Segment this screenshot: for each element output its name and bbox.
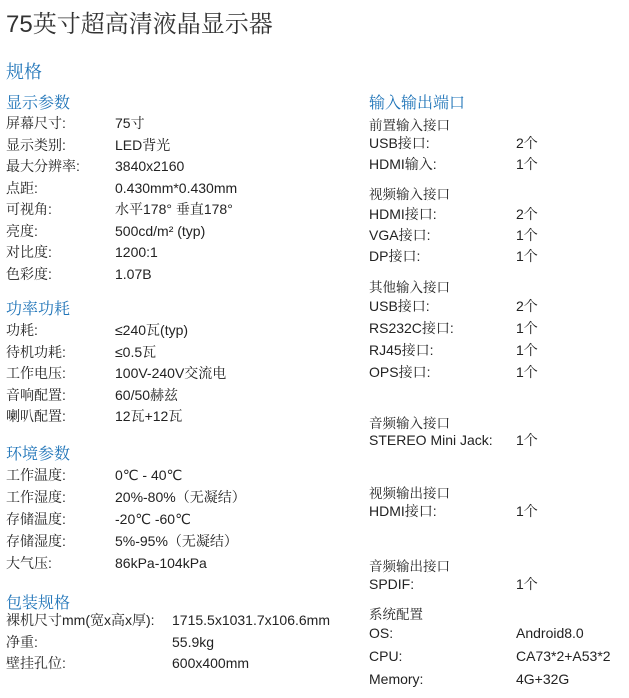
- spec-value: 1个: [516, 248, 538, 264]
- spec-value: 1个: [516, 320, 538, 336]
- system-config-title: 系统配置: [369, 607, 423, 622]
- audio-output-title: 音频输出接口: [369, 559, 450, 574]
- env-section-title: 环境参数: [6, 446, 71, 463]
- spec-label: 功耗:: [6, 322, 38, 338]
- spec-value: 4G+32G: [516, 671, 570, 687]
- spec-label: 对比度:: [6, 244, 52, 260]
- spec-value: LED背光: [115, 136, 171, 153]
- spec-value: 3840x2160: [115, 158, 185, 174]
- spec-label: RJ45接口:: [369, 342, 434, 358]
- spec-label: 工作电压:: [6, 365, 66, 381]
- spec-label: 存储温度:: [6, 511, 66, 527]
- spec-label: VGA接口:: [369, 227, 431, 243]
- spec-label: 大气压:: [6, 555, 52, 571]
- spec-label: OPS接口:: [369, 364, 431, 380]
- spec-label: 最大分辨率:: [6, 158, 80, 174]
- spec-label: 屏幕尺寸:: [6, 115, 66, 131]
- spec-label: 工作温度:: [6, 467, 66, 483]
- spec-label: USB接口:: [369, 135, 430, 151]
- power-section-title: 功率功耗: [6, 301, 71, 318]
- spec-heading: 规格: [6, 62, 42, 82]
- spec-label: STEREO Mini Jack:: [369, 432, 493, 448]
- pack-section-title: 包装规格: [6, 595, 71, 612]
- spec-value: 5%-95%（无凝结）: [115, 533, 238, 549]
- spec-value: 2个: [516, 135, 538, 151]
- spec-label: OS:: [369, 625, 394, 641]
- spec-value: Android8.0: [516, 625, 584, 641]
- spec-value: -20℃ -60℃: [115, 511, 191, 527]
- spec-label: 待机功耗:: [6, 343, 66, 360]
- spec-value: 1715.5x1031.7x106.6mm: [172, 612, 330, 628]
- front-input-title: 前置输入接口: [369, 118, 450, 133]
- spec-value: 12瓦+12瓦: [115, 408, 183, 424]
- spec-label: 裸机尺寸mm(宽x高x厚):: [6, 612, 155, 628]
- spec-value: 水平178° 垂直178°: [115, 201, 233, 217]
- spec-value: 60/50赫兹: [115, 386, 179, 403]
- spec-value: 1个: [516, 342, 538, 358]
- spec-label: RS232C接口:: [369, 320, 454, 336]
- display-section-title: 显示参数: [6, 95, 71, 112]
- spec-value: 75寸: [115, 115, 145, 131]
- audio-input-title: 音频输入接口: [369, 416, 450, 431]
- spec-value: 55.9kg: [172, 633, 215, 650]
- spec-label: HDMI接口:: [369, 503, 437, 519]
- spec-label: 显示类别:: [6, 136, 66, 153]
- spec-value: 86kPa-104kPa: [115, 555, 207, 571]
- spec-value: 500cd/m² (typ): [115, 222, 206, 239]
- spec-label: HDMI输入:: [369, 156, 437, 172]
- spec-value: 1个: [516, 432, 538, 448]
- spec-value: CA73*2+A53*2: [516, 648, 611, 664]
- spec-label: 壁挂孔位:: [6, 655, 66, 671]
- spec-value: 1个: [516, 503, 538, 519]
- spec-value: ≤0.5瓦: [115, 343, 157, 360]
- spec-label: 净重:: [6, 633, 38, 650]
- spec-label: 可视角:: [6, 201, 52, 217]
- spec-value: 0.430mm*0.430mm: [115, 179, 238, 196]
- spec-label: 音响配置:: [6, 386, 66, 403]
- spec-value: 1.07B: [115, 265, 152, 282]
- spec-value: 20%-80%（无凝结）: [115, 489, 246, 505]
- spec-value: 1个: [516, 227, 538, 243]
- spec-value: 1200:1: [115, 244, 158, 260]
- spec-label: 喇叭配置:: [6, 408, 66, 424]
- spec-value: 2个: [516, 206, 538, 222]
- page-title: 75英寸超高清液晶显示器: [6, 11, 273, 38]
- spec-label: 工作湿度:: [6, 489, 66, 505]
- spec-label: DP接口:: [369, 248, 421, 264]
- video-output-title: 视频输出接口: [369, 486, 450, 501]
- spec-label: CPU:: [369, 648, 403, 664]
- spec-value: 2个: [516, 298, 538, 314]
- spec-label: 点距:: [6, 179, 38, 196]
- spec-value: 1个: [516, 576, 538, 592]
- spec-value: 600x400mm: [172, 655, 250, 671]
- spec-value: 1个: [516, 156, 538, 172]
- spec-value: 0℃ - 40℃: [115, 467, 183, 483]
- spec-label: USB接口:: [369, 298, 430, 314]
- spec-label: HDMI接口:: [369, 206, 437, 222]
- video-input-title: 视频输入接口: [369, 187, 450, 202]
- spec-value: 100V-240V交流电: [115, 365, 227, 381]
- spec-value: ≤240瓦(typ): [115, 322, 189, 338]
- other-input-title: 其他输入接口: [369, 280, 450, 295]
- spec-label: 色彩度:: [6, 265, 52, 282]
- spec-value: 1个: [516, 364, 538, 380]
- spec-label: Memory:: [369, 671, 424, 687]
- spec-label: 亮度:: [6, 222, 38, 239]
- spec-label: 存储湿度:: [6, 533, 66, 549]
- spec-label: SPDIF:: [369, 576, 415, 592]
- io-section-title: 输入输出端口: [369, 95, 466, 112]
